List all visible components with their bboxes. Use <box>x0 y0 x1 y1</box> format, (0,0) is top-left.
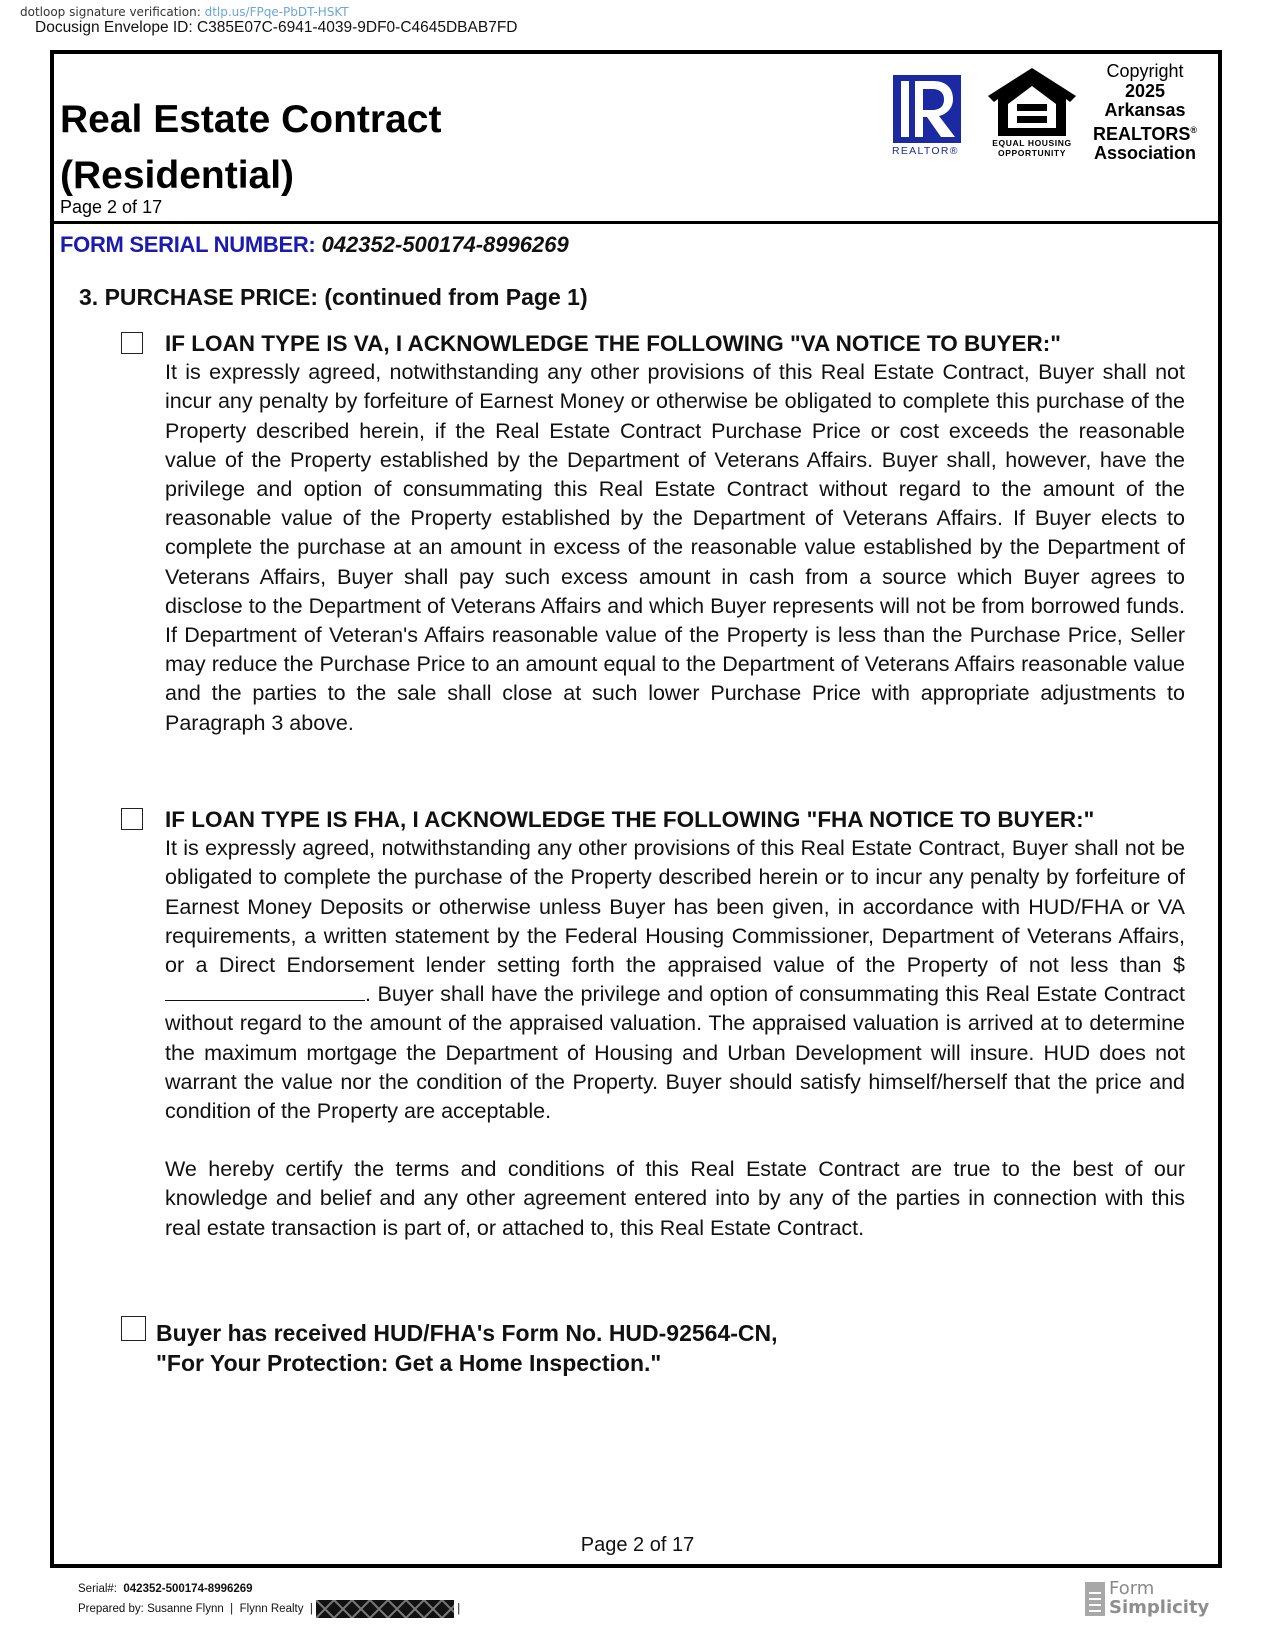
appraised-value-field[interactable] <box>165 982 365 1001</box>
redacted-block <box>316 1600 454 1618</box>
equal-housing-icon <box>986 66 1078 138</box>
va-notice <box>165 329 1185 738</box>
footer-serial: 042352-500174-8996269 <box>123 1583 253 1595</box>
equal-housing-text: EQUAL HOUSING OPPORTUNITY <box>992 138 1072 158</box>
realtor-logo-text: REALTOR® <box>892 145 959 157</box>
section-heading: 3. PURCHASE PRICE: (continued from Page 1) <box>79 284 588 310</box>
title-line-1: Real Estate Contract <box>60 98 442 141</box>
title-line-2: (Residential) <box>60 154 295 197</box>
preparer-company: Flynn Realty <box>239 1603 304 1615</box>
form-simplicity-logo: Form Simplicity <box>1109 1578 1210 1618</box>
preparer-name: Susanne Flynn <box>147 1603 224 1615</box>
realtor-logo-icon <box>893 75 961 143</box>
va-notice-checkbox[interactable] <box>121 332 143 354</box>
va-notice-heading: IF LOAN TYPE IS VA, I ACKNOWLEDGE THE FOLLOWING "VA NOTICE TO BUYER:" <box>165 331 1061 356</box>
document-footer: Serial#: 042352-500174-8996269 Prepared by: Susanne Flynn | Flynn Realty | | <box>78 1579 460 1619</box>
hud-form-checkbox[interactable] <box>121 1316 146 1341</box>
fha-notice <box>165 805 1185 1243</box>
serial-label: FORM SERIAL NUMBER: <box>60 232 316 257</box>
va-notice-body: It is expressly agreed, notwithstanding any other provisions of this Real Estate Contract, Buyer shall not incur any penalty by forfeiture of Earnest Money or otherwise be obligated to complete this purchase of the Property described herein, if the Real Estate Contract Purchase Price or cost exceeds the reasonable value of the Property established by the Department of Veterans Affairs. Buyer shall, however, have the privilege and option of consummating this Real Estate Contract without regard to the amount of the reasonable value of the Property established by the Department of Veterans Affairs. If Buyer elects to complete the purchase at an amount in excess of the reasonable value established by the Department of Veterans Affairs, Buyer shall pay such excess amount in cash from a source which Buyer agrees to disclose to the Department of Veterans Affairs and which Buyer represents will not be from borrowed funds. If Department of Veteran's Affairs reasonable value of the Property is less than the Purchase Price, Seller may reduce the Purchase Price to an amount equal to the Department of Veterans Affairs reasonable value and the parties to the sale shall close at such lower Purchase Price with appropriate adjustments to Paragraph 3 above. <box>165 360 1185 735</box>
copyright-notice: Copyright 2025 Arkansas REALTORS® Association <box>1093 61 1197 163</box>
serial-value: 042352-500174-8996269 <box>321 232 569 257</box>
fha-notice-body: It is expressly agreed, notwithstanding any other provisions of this Real Estate Contract, Buyer shall not be obligated to complete the purchase of the Property described herein or to incur any penalty by forfeiture of Earnest Money Deposits or otherwise unless Buyer has been given, in accordance with HUD/FHA or VA requirements, a written statement by the Federal Housing Commissioner, Department of Veterans Affairs, or a Direct Endorsement lender setting forth the appraised value of the Property of not less than $. Buyer shall have the privilege and option of consummating this Real Estate Contract without regard to the amount of the appraised valuation. The appraised valuation is arrived at to determine the maximum mortgage the Department of Housing and Urban Development will insure. HUD does not warrant the value nor the condition of the Property. Buyer should satisfy himself/herself that the price and condition of the Property are acceptable. <box>165 836 1185 1124</box>
certification-text: We hereby certify the terms and conditions of this Real Estate Contract are true to the best of our knowledge and belief and any other agreement entered into by any of the parties in connection with this real estate transaction is part of, or attached to, this Real Estate Contract. <box>165 1157 1185 1240</box>
verification-link[interactable]: dtlp.us/FPqe-PbDT-HSKT <box>204 5 349 19</box>
hud-form-acknowledgement: Buyer has received HUD/FHA's Form No. HUD-92564-CN, "For Your Protection: Get a Home Inspection." <box>156 1320 778 1376</box>
document-icon <box>1085 1582 1105 1616</box>
envelope-id: Docusign Envelope ID: C385E07C-6941-4039-9DF0-C4645DBAB7FD <box>35 19 518 36</box>
form-serial-number <box>60 231 569 259</box>
page-indicator: Page 2 of 17 <box>60 197 163 217</box>
signature-verification <box>20 5 349 19</box>
header-divider <box>50 221 1222 224</box>
fha-notice-heading: IF LOAN TYPE IS FHA, I ACKNOWLEDGE THE FOLLOWING "FHA NOTICE TO BUYER:" <box>165 807 1095 832</box>
page-number-footer: Page 2 of 17 <box>580 1534 695 1556</box>
verification-label: dotloop signature verification: <box>20 5 201 19</box>
page-title <box>60 92 441 204</box>
fha-notice-checkbox[interactable] <box>121 808 143 830</box>
